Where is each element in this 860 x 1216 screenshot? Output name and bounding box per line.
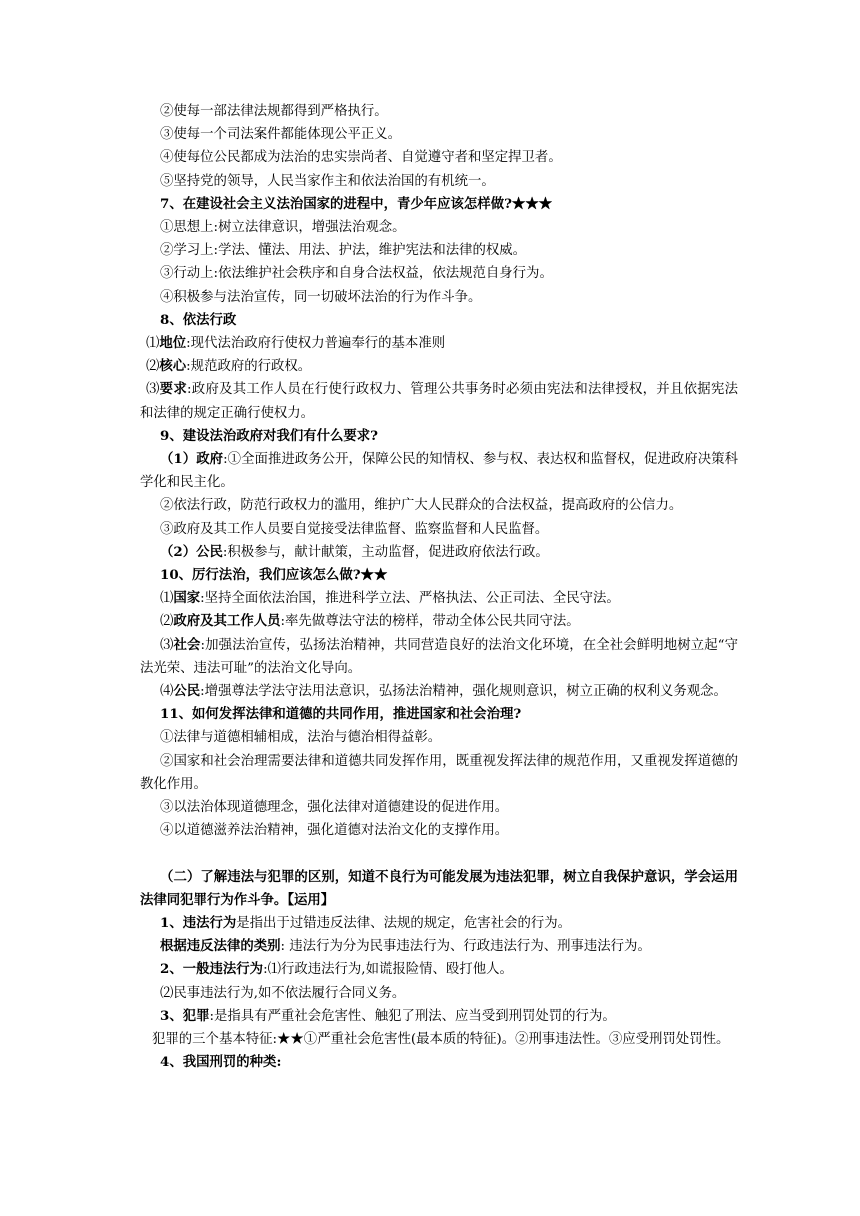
term: 社会 [173, 636, 201, 653]
term: 政府及其工作人员 [173, 613, 281, 630]
section-heading-9: 9、建设法治政府对我们有什么要求? [160, 427, 379, 444]
item-number: ⑴ [146, 336, 160, 352]
item-text: :⑴行政违法行为,如谎报险情、殴打他人。 [263, 962, 513, 978]
item-text: 是指出于过错违反法律、法规的规定，危害社会的行为。 [236, 915, 572, 931]
text-line: ②使每一部法律法规都得到严格执行。 [160, 104, 388, 119]
text-line [140, 587, 738, 610]
text-line [140, 355, 738, 378]
text-line: ④以道德滋养法治精神，强化道德对法治文化的支撑作用。 [160, 823, 509, 839]
item-number: ⑷ [160, 684, 174, 700]
text-line [140, 610, 738, 633]
item-text: :增强尊法学法守法用法意识，弘扬法治精神，强化规则意识，树立正确的权利义务观念。 [200, 684, 727, 700]
item-text: :加强法治宣传，弘扬法治精神，共同营造良好的法治文化环境，在全社会鲜明地树立起“守法光荣、违法可耻”的法治文化导向。 [140, 637, 739, 676]
term: 3、犯罪 [160, 1007, 210, 1024]
text-line [140, 912, 738, 935]
text-line: ①法律与道德相辅相成，法治与德治相得益彰。 [160, 730, 442, 746]
text-line: ④积极参与法治宣传，同一切破坏法治的行为作斗争。 [160, 289, 482, 305]
text-line [140, 378, 738, 424]
item-text: :规范政府的行政权。 [186, 359, 312, 375]
text-line [140, 1005, 738, 1028]
term: （1）政府 [160, 451, 224, 468]
term: 公民 [173, 683, 201, 700]
item-text: :坚持全面依法治国，推进科学立法、严格执法、公正司法、全民守法。 [200, 591, 620, 607]
term: 1、违法行为 [160, 914, 237, 931]
text-line: ③以法治体现道德理念，强化法律对道德建设的促进作用。 [160, 800, 509, 816]
term: 2、一般违法行为 [160, 961, 264, 978]
item-text: :率先做尊法守法的榜样，带动全体公民共同守法。 [280, 614, 580, 630]
text-line: ⑤坚持党的领导，人民当家作主和依法治国的有机统一。 [160, 173, 495, 189]
text-line: ③使每一个司法案件都能体现公平正义。 [160, 127, 402, 143]
item-text: :是指具有严重社会危害性、触犯了刑法、应当受到刑罚处罚的行为。 [209, 1008, 616, 1024]
item-text: :现代法治政府行使权力普遍奉行的基本准则 [186, 336, 446, 352]
term: 根据违反法律的类别 [160, 938, 281, 955]
text-line [140, 958, 738, 981]
text-line [140, 634, 738, 680]
section-heading-4: 4、我国刑罚的种类: [160, 1054, 282, 1071]
item-text: :①全面推进政务公开，保障公民的知情权、参与权、表达权和监督权，促进政府决策科学化和民主化。 [140, 452, 738, 491]
text-line: 犯罪的三个基本特征:★★①严重社会危害性(最本质的特征)。②刑事违法性。③应受刑罚处罚性。 [152, 1031, 730, 1047]
term: 要求 [159, 381, 187, 398]
text-line [140, 680, 738, 703]
section-heading-10: 10、厉行法治，我们应该怎么做?★★ [160, 567, 388, 584]
text-line [140, 332, 738, 355]
term: （2）公民 [160, 543, 223, 560]
item-number: ⑴ [160, 591, 174, 607]
text-line [140, 935, 738, 958]
item-text: :积极参与，献计献策，主动监督，促进政府依法行政。 [222, 544, 549, 560]
text-line: ②依法行政，防范行政权力的滥用，维护广大人民群众的合法权益，提高政府的公信力。 [160, 498, 683, 514]
text-line: ②学习上:学法、懂法、用法、护法，维护宪法和法律的权威。 [160, 243, 527, 259]
text-line [140, 448, 738, 494]
text-line: ②国家和社会治理需要法律和道德共同发挥作用，既重视发挥法律的规范作用，又重视发挥道德的教化作用。 [140, 753, 738, 792]
text-line [140, 541, 738, 564]
text-line: ⑵民事违法行为,如不依法履行合同义务。 [160, 985, 406, 1001]
document-page [140, 100, 738, 1074]
term: 核心 [159, 358, 187, 375]
item-number: ⑵ [160, 614, 174, 630]
section-heading-7: 7、在建设社会主义法治国家的进程中，青少年应该怎样做?★★★ [160, 195, 553, 212]
item-number: ⑶ [160, 637, 174, 653]
item-number: ⑶ [146, 382, 160, 398]
section-heading-part-2: （二）了解违法与犯罪的区别，知道不良行为可能发展为违法犯罪，树立自我保护意识，学会运用法律同犯罪行为作斗争。【运用】 [140, 868, 738, 908]
item-text: :政府及其工作人员在行使行政权力、管理公共事务时必须由宪法和法律授权，并且依据宪法和法律的规定正确行使权力。 [140, 382, 739, 421]
text-line: ④使每位公民都成为法治的忠实崇尚者、自觉遵守者和坚定捍卫者。 [160, 150, 562, 166]
text-line: ③行动上:依法维护社会秩序和自身合法权益，依法规范自身行为。 [160, 266, 553, 282]
item-text: : 违法行为分为民事违法行为、行政违法行为、刑事违法行为。 [280, 939, 651, 955]
section-heading-8: 8、依法行政 [160, 311, 237, 328]
term: 地位 [159, 335, 187, 352]
text-line: ③政府及其工作人员要自觉接受法律监督、监察监督和人民监督。 [160, 521, 549, 537]
text-line: ①思想上:树立法律意识，增强法治观念。 [160, 220, 406, 236]
section-heading-11: 11、如何发挥法律和道德的共同作用，推进国家和社会治理? [160, 706, 522, 723]
item-number: ⑵ [146, 359, 160, 375]
spacer [140, 843, 738, 866]
term: 国家 [173, 590, 201, 607]
